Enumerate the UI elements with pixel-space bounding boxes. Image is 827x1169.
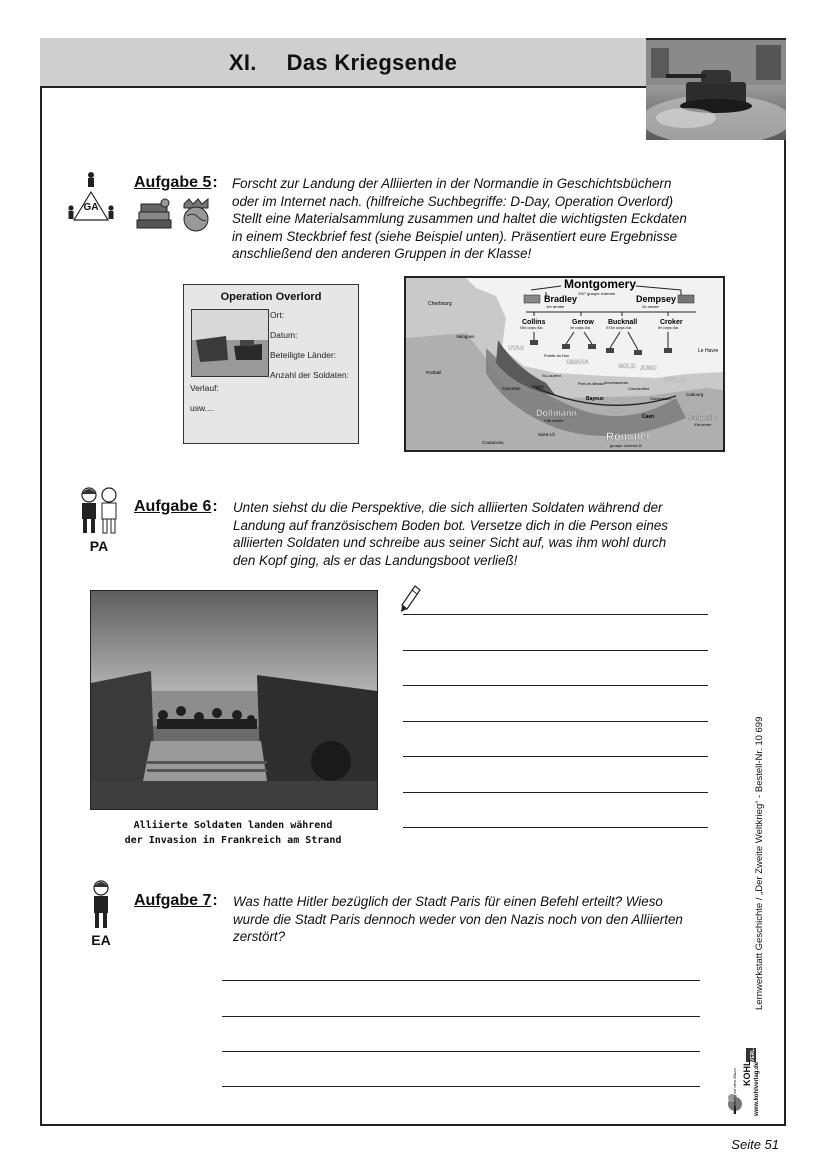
- answer-line-7[interactable]: [222, 1086, 700, 1087]
- normandy-map: [404, 276, 725, 452]
- map-town-cherbourg: Cherbourg: [428, 301, 452, 307]
- task5-line: Stellt eine Materialsammlung zusammen und haltet die wichtigsten Eckdaten: [232, 211, 687, 226]
- task6-line: Unten siehst du die Perspektive, die sich alliierten Soldaten während der: [233, 500, 663, 515]
- globe-icon: [181, 198, 211, 232]
- task7-heading: Aufgabe 7:: [134, 892, 218, 909]
- task5-heading: Aufgabe 5:: [134, 174, 218, 191]
- map-label-montgomery-sub: XXI° groupe d'armée: [578, 291, 616, 296]
- map-label-croker: Croker: [660, 319, 683, 326]
- map-town-cabourg: Cabourg: [686, 392, 704, 397]
- publisher-url[interactable]: www.kohlverlag.de: [754, 1061, 760, 1116]
- map-town-pointeduhoc: Pointe du Hoc: [544, 353, 570, 358]
- ga-group-icon: [66, 170, 116, 230]
- answer-line-6[interactable]: [403, 792, 708, 793]
- map-town-lehavre: Le Havre: [698, 348, 719, 354]
- map-label-salmuth: Salmuth: [688, 415, 716, 422]
- answer-line-6[interactable]: [403, 827, 708, 828]
- task6-line: alliierten Soldaten und schreibe aus seiner Sicht auf, was ihm wohl durch: [233, 535, 667, 550]
- answer-line-6[interactable]: [403, 721, 708, 722]
- answer-line-7[interactable]: [222, 1051, 700, 1052]
- caption-line: der Invasion in Frankreich am Strand: [124, 835, 342, 846]
- task5-label: Aufgabe 5: [134, 174, 212, 191]
- task5-line: oder im Internet nach. (hilfreiche Suchbegriffe: D-Day, Operation Overlord): [232, 193, 674, 209]
- map-town-carentan: Carentan: [502, 386, 521, 391]
- publisher-slogan: Der Verlag mit dem Baum: [732, 1068, 737, 1114]
- card-field-soldaten: Anzahl der Soldaten:: [270, 370, 349, 380]
- publisher-badge: VERLAG: [750, 1041, 756, 1062]
- task5-line: anschließend den anderen Gruppen in der Klasse!: [232, 246, 532, 261]
- task6-line: den Kopf ging, als er das Landungsboot verließ!: [233, 552, 518, 568]
- card-field-usw: usw....: [190, 403, 215, 413]
- map-town-valognes: Valognes: [456, 334, 475, 339]
- publisher-logo: [726, 1041, 760, 1116]
- map-label-gerow: Gerow: [572, 319, 594, 326]
- map-beach-omaha: OMAHA: [566, 360, 589, 366]
- task7-line: zerstört?: [233, 929, 286, 944]
- tank-photo: [646, 40, 786, 140]
- individual-work-icon: [90, 880, 112, 932]
- task5-line: Forscht zur Landung der Alliierten in der Normandie in Geschichtsbüchern: [232, 176, 672, 191]
- profile-card: [183, 284, 359, 444]
- map-town-isigny: Isigny: [532, 384, 544, 389]
- map-label-rommel: Rommel: [606, 431, 650, 443]
- map-town-ouistreham: Ouistreham: [650, 396, 671, 401]
- sidebar-credit-text: Lernwerkstatt Geschichte / „Der Zweite Weltkrieg“ - Bestell-Nr. 10 699: [754, 716, 765, 1010]
- map-label-bucknall-sub: XXXe corps d'ar.: [606, 326, 632, 330]
- page-title: [40, 38, 646, 88]
- map-label-croker-sub: Ier corps d'ar.: [658, 326, 680, 330]
- task5-text: [232, 175, 732, 263]
- map-town-saintlo: Saint-Lô: [538, 432, 555, 437]
- map-label-salmuth-sub: XVe armée: [694, 423, 712, 427]
- task7-text: [233, 893, 713, 946]
- ea-badge: EA: [91, 932, 111, 948]
- card-field-verlauf: Verlauf:: [190, 383, 219, 393]
- card-field-laender: Beteiligte Länder:: [270, 350, 337, 360]
- pair-work-icon: [77, 486, 121, 536]
- landing-craft-photo: [90, 590, 378, 810]
- map-label-montgomery: Montgomery: [564, 278, 636, 291]
- card-photo: [191, 309, 269, 377]
- map-label-dempsey-sub: 2e armée: [642, 304, 659, 309]
- map-label-dempsey: Dempsey: [636, 294, 677, 304]
- map-town-bayeux: Bayeux: [586, 396, 604, 402]
- publisher-name: KOHL: [742, 1060, 752, 1086]
- task6-heading: Aufgabe 6:: [134, 498, 218, 515]
- card-field-datum: Datum:: [270, 330, 298, 340]
- answer-line-6[interactable]: [403, 756, 708, 757]
- map-town-caen: Caen: [642, 414, 655, 420]
- task6-label: Aufgabe 6: [134, 498, 212, 515]
- us-flag-icon: [524, 295, 540, 303]
- map-town-stlaurent: St-Laurent: [542, 373, 561, 378]
- task6-line: Landung auf französischem Boden bot. Versetze dich in die Person eines: [233, 517, 668, 533]
- task6-text: [233, 499, 713, 569]
- answer-line-6[interactable]: [403, 614, 708, 615]
- map-label-gerow-sub: Ve corps d'ar.: [570, 326, 592, 330]
- page-number: Seite 51: [731, 1137, 779, 1152]
- map-beach-juno: JUNO: [640, 366, 657, 372]
- map-town-portbail: Portbail: [426, 370, 442, 375]
- map-label-dollmann: Dollmann: [536, 408, 578, 418]
- map-label-rommel-sub: groupe d'armée B: [610, 443, 642, 448]
- chapter-number: XI.: [228, 50, 257, 75]
- task7-line: wurde die Stadt Paris dennoch weder von den Nazis noch von den Alliierten: [233, 911, 683, 927]
- answer-line-6[interactable]: [403, 685, 708, 686]
- task7-line: Was hatte Hitler bezüglich der Stadt Paris für einen Befehl erteilt? Wieso: [233, 894, 663, 909]
- card-title: Operation Overlord: [220, 291, 322, 303]
- map-town-courseulles: Courseulles: [628, 386, 650, 391]
- map-beach-gold: GOLD: [618, 364, 636, 370]
- pa-badge: PA: [89, 538, 109, 554]
- map-label-collins-sub: VIIe corps d'ar.: [520, 326, 544, 330]
- chapter-title: Das Kriegsende: [286, 50, 458, 75]
- map-beach-utah: UTAH: [508, 346, 525, 352]
- uk-flag-icon: [678, 295, 694, 303]
- map-label-bradley-sub: 1re armée: [546, 304, 565, 309]
- answer-line-6[interactable]: [403, 650, 708, 651]
- card-field-ort: Ort:: [270, 310, 285, 320]
- photo-caption: [90, 818, 376, 848]
- map-label-bradley: Bradley: [544, 294, 578, 304]
- caption-line: Alliierte Soldaten landen während: [133, 820, 333, 831]
- books-icon: [135, 198, 173, 232]
- answer-line-7[interactable]: [222, 980, 700, 981]
- map-label-collins: Collins: [522, 319, 546, 326]
- ga-badge: GA: [83, 202, 99, 213]
- task5-line: in einem Steckbrief fest (siehe Beispiel unten). Präsentiert eure Ergebnisse: [232, 228, 678, 244]
- title-bar: [40, 38, 646, 88]
- map-town-arromanches: Arromanches: [604, 380, 628, 385]
- map-label-bucknall: Bucknall: [608, 319, 638, 326]
- task7-label: Aufgabe 7: [134, 892, 212, 909]
- answer-line-7[interactable]: [222, 1016, 700, 1017]
- map-town-coutances: Coutances: [482, 440, 504, 445]
- map-town-portenbessin: Port-en-Bessin: [578, 381, 605, 386]
- map-label-dollmann-sub: VIIe armée: [544, 418, 564, 423]
- pencil-icon: [399, 585, 421, 613]
- map-beach-sword: SWORD: [664, 378, 687, 384]
